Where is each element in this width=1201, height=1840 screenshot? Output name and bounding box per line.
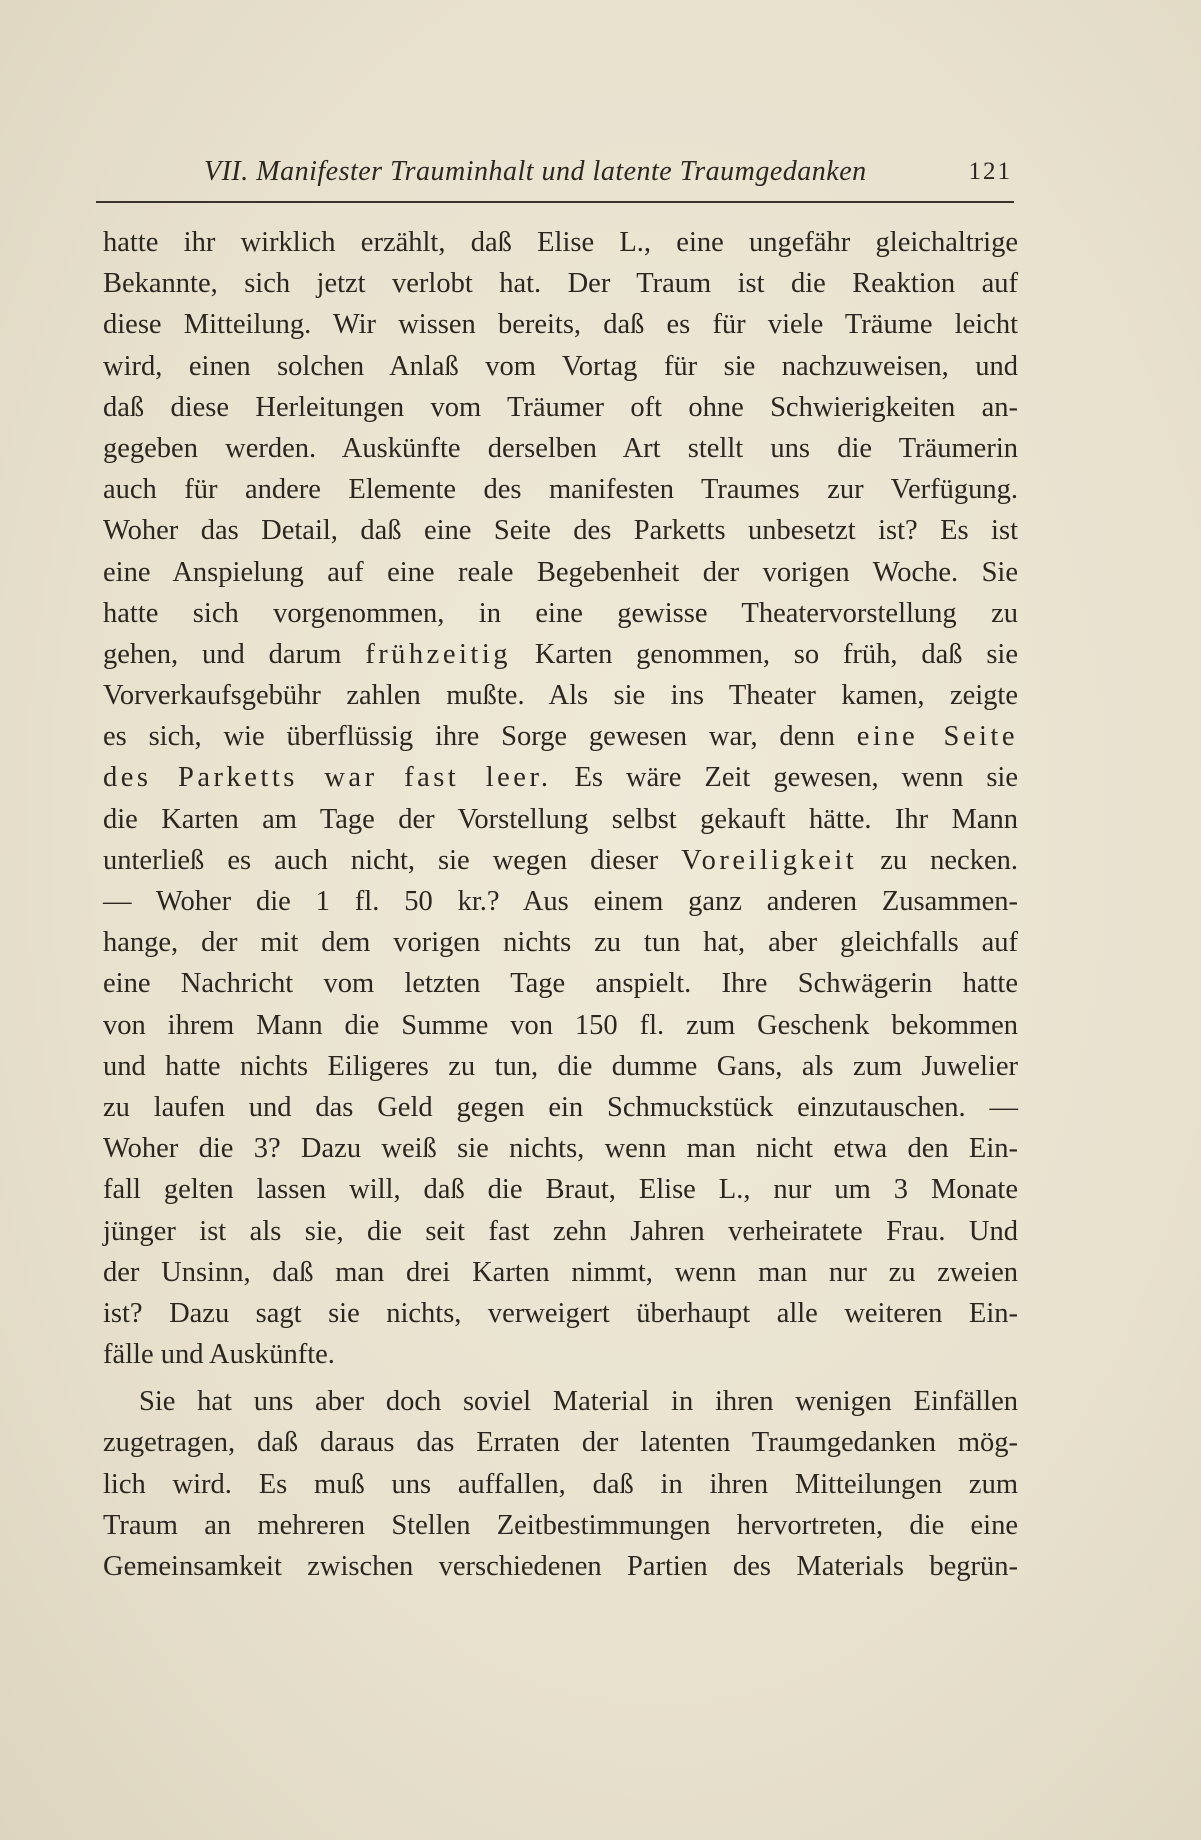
text-segment: — Woher die 1 fl. 50 kr.? Aus einem ganz anderen Zusammen- [103, 886, 1018, 917]
text-segment: Vorverkaufsgebühr zahlen mußte. Als sie ins Theater kamen, zeigte [103, 680, 1018, 712]
text-line [103, 1046, 1018, 1087]
text-line [103, 1334, 1018, 1375]
text-segment: die Karten am Tage der Vorstellung selbst gekauft hätte. Ihr Mann [103, 803, 1018, 835]
text-segment: Woher das Detail, daß eine Seite des Parketts unbesetzt ist? Es ist [103, 515, 1018, 547]
text-segment: Es wäre Zeit gewesen, wenn sie [551, 762, 1018, 794]
text-line [103, 469, 1018, 510]
text-segment: zu laufen und das Geld gegen ein Schmuckstück einzutauschen. — [103, 1091, 1018, 1123]
text-line [103, 1505, 1018, 1546]
text-segment: zugetragen, daß daraus das Erraten der latenten Traumgedanken mög- [103, 1427, 1018, 1459]
text-line [103, 222, 1018, 263]
text-segment: gehen, und darum [103, 638, 366, 670]
text-segment: lich wird. Es muß uns auffallen, daß in ihren Mitteilungen zum [103, 1468, 1018, 1500]
text-line [103, 1211, 1018, 1252]
text-segment: fälle und Auskünfte. [103, 1339, 335, 1371]
text-segment: unterließ es auch nicht, sie wegen dieser [103, 844, 682, 876]
text-segment: hange, der mit dem vorigen nichts zu tun hat, aber gleichfalls auf [103, 927, 1018, 959]
emphasized-text: des Parketts war fast leer. [103, 762, 552, 794]
text-segment: diese Mitteilung. Wir wissen bereits, daß es für viele Träume leicht [103, 309, 1018, 341]
text-segment: eine Anspielung auf eine reale Begebenheit der vorigen Woche. Sie [103, 556, 1018, 588]
text-line [103, 552, 1018, 593]
text-line [103, 922, 1018, 963]
text-line [103, 757, 1018, 798]
page-header [104, 156, 1020, 198]
text-segment: jünger ist als sie, die seit fast zehn Jahren verheiratete Frau. Und [103, 1215, 1018, 1247]
text-segment: daß diese Herleitungen vom Träumer oft ohne Schwierigkeiten an- [103, 391, 1018, 423]
body-text [103, 222, 1018, 1587]
running-head: VII. Manifester Trauminhalt und latente Traumgedanken [204, 156, 867, 187]
header-rule [96, 201, 1014, 203]
text-segment: hatte sich vorgenommen, in eine gewisse Theatervorstellung zu [103, 597, 1018, 629]
text-line [103, 799, 1018, 840]
text-line [103, 593, 1018, 634]
text-segment: Traum an mehreren Stellen Zeitbestimmungen hervortreten, die eine [103, 1509, 1018, 1541]
text-line [103, 304, 1018, 345]
emphasized-text: eine Seite [856, 721, 1018, 753]
text-segment: Woher die 3? Dazu weiß sie nichts, wenn man nicht etwa den Ein- [103, 1133, 1018, 1165]
text-segment: wird, einen solchen Anlaß vom Vortag für sie nachzuweisen, und [103, 350, 1018, 382]
text-line [103, 263, 1018, 304]
text-line [103, 963, 1018, 1004]
text-segment: gegeben werden. Auskünfte derselben Art stellt uns die Träumerin [103, 432, 1018, 464]
text-line [103, 387, 1018, 428]
text-segment: eine Nachricht vom letzten Tage anspielt. Ihre Schwägerin hatte [103, 968, 1018, 1000]
paragraph [103, 1381, 1018, 1587]
text-segment: der Unsinn, daß man drei Karten nimmt, wenn man nur zu zweien [103, 1256, 1018, 1288]
text-line [103, 1087, 1018, 1128]
text-line [103, 1381, 1018, 1422]
text-line [103, 1422, 1018, 1463]
text-segment: Karten genommen, so früh, daß sie [511, 638, 1018, 670]
text-segment: auch für andere Elemente des manifesten Traumes zur Verfügung. [103, 474, 1018, 506]
text-line [103, 510, 1018, 551]
text-line [103, 840, 1018, 881]
emphasized-text: frühzeitig [365, 638, 511, 670]
text-segment: zu necken. [857, 844, 1018, 876]
text-line [103, 1252, 1018, 1293]
text-segment: ist? Dazu sagt sie nichts, verweigert überhaupt alle weiteren Ein- [103, 1297, 1018, 1329]
text-segment: und hatte nichts Eiligeres zu tun, die dumme Gans, als zum Juwelier [103, 1050, 1018, 1082]
page-number: 121 [968, 158, 1012, 185]
text-segment: es sich, wie überflüssig ihre Sorge gewesen war, denn [103, 721, 857, 753]
text-segment: Gemeinsamkeit zwischen verschiedenen Partien des Materials begrün- [103, 1551, 1018, 1582]
text-line [103, 881, 1018, 922]
text-line [103, 1546, 1018, 1587]
text-line [103, 716, 1018, 757]
emphasized-text: Voreiligkeit [681, 844, 858, 876]
text-line [103, 1293, 1018, 1334]
text-line [103, 428, 1018, 469]
text-line [103, 1005, 1018, 1046]
text-line [103, 346, 1018, 387]
text-segment: von ihrem Mann die Summe von 150 fl. zum Geschenk bekommen [103, 1009, 1018, 1041]
text-segment: hatte ihr wirklich erzählt, daß Elise L., eine ungefähr gleichaltrige [103, 227, 1018, 258]
text-line [103, 634, 1018, 675]
paragraph [103, 222, 1018, 1375]
text-line [103, 1169, 1018, 1210]
text-segment: Sie hat uns aber doch soviel Material in ihren wenigen Einfällen [139, 1386, 1018, 1418]
text-segment: Bekannte, sich jetzt verlobt hat. Der Traum ist die Reaktion auf [103, 268, 1018, 300]
text-line [103, 1128, 1018, 1169]
text-line [103, 1464, 1018, 1505]
text-segment: fall gelten lassen will, daß die Braut, Elise L., nur um 3 Monate [103, 1174, 1018, 1206]
text-line [103, 675, 1018, 716]
